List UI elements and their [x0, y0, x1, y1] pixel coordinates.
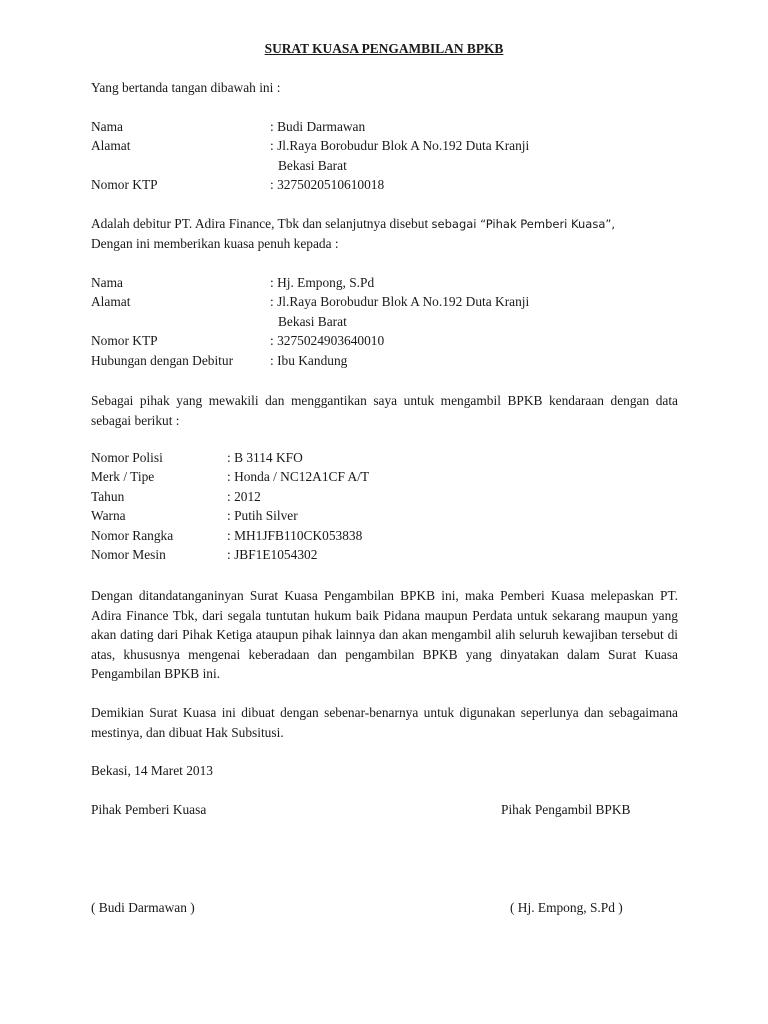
field-value: : 2012 — [227, 489, 261, 504]
field-value: : JBF1E1054302 — [227, 547, 318, 562]
field-value: : B 3114 KFO — [227, 450, 303, 465]
representation-paragraph: Sebagai pihak yang mewakili dan menggantikan saya untuk mengambil BPKB kendaraan dengan data sebagai berikut : — [91, 393, 678, 428]
field-label: Merk / Tipe — [91, 469, 155, 484]
field-value: : Hj. Empong, S.Pd — [270, 275, 375, 290]
debtor-statement-part2: sebagai “Pihak Pemberi Kuasa”, — [431, 217, 615, 231]
field-label: Hubungan dengan Debitur — [91, 353, 234, 368]
field-value: : Honda / NC12A1CF A/T — [227, 469, 370, 484]
grant-statement: Dengan ini memberikan kuasa penuh kepada : — [91, 236, 339, 251]
field-label: Tahun — [91, 489, 125, 504]
grantee-signature-role: Pihak Pengambil BPKB — [501, 802, 631, 817]
field-value: : Budi Darmawan — [270, 119, 366, 134]
field-label: Nama — [91, 119, 123, 134]
field-label: Alamat — [91, 294, 131, 309]
debtor-statement-part1: Adalah debitur PT. Adira Finance, Tbk dan selanjutnya disebut — [91, 216, 429, 231]
grantee-signature-name: ( Hj. Empong, S.Pd ) — [510, 900, 623, 915]
closing-paragraph: Demikian Surat Kuasa ini dibuat dengan sebenar-benarnya untuk digunakan seperlunya dan sebagaimana mestinya, dan dibuat Hak Subsitusi. — [91, 705, 678, 740]
release-paragraph: Dengan ditandatanganinyan Surat Kuasa Pengambilan BPKB ini, maka Pemberi Kuasa melepaskan PT. Adira Finance Tbk, dari segala tuntutan hukum baik Pidana maupun Perdata untuk sekarang maupun yang akan dating dari Pihak Ketiga ataupun pihak lainnya dan akan mengambil alih seluruh kewajiban tersebut di atas, khususnya mengenai keberadaan dan pengambilan BPKB yang dinyatakan dalam Surat Kuasa Pengambilan BPKB ini. — [91, 588, 678, 682]
place-date: Bekasi, 14 Maret 2013 — [91, 763, 213, 778]
field-value: : 3275024903640010 — [270, 333, 385, 348]
field-label: Nomor KTP — [91, 177, 158, 192]
field-label: Nama — [91, 275, 123, 290]
field-label: Nomor Rangka — [91, 528, 174, 543]
field-label: Warna — [91, 508, 126, 523]
field-label: Alamat — [91, 138, 131, 153]
field-label: Nomor Polisi — [91, 450, 163, 465]
field-value: Bekasi Barat — [278, 314, 347, 329]
document-title: SURAT KUASA PENGAMBILAN BPKB — [264, 41, 504, 56]
debtor-statement — [91, 216, 615, 232]
grantor-signature-role: Pihak Pemberi Kuasa — [91, 802, 207, 817]
field-value: : Ibu Kandung — [270, 353, 348, 368]
field-label: Nomor Mesin — [91, 547, 166, 562]
field-value: : 3275020510610018 — [270, 177, 385, 192]
field-value: : Jl.Raya Borobudur Blok A No.192 Duta Kranji — [270, 294, 530, 309]
field-value: Bekasi Barat — [278, 158, 347, 173]
field-label: Nomor KTP — [91, 333, 158, 348]
intro-text: Yang bertanda tangan dibawah ini : — [91, 80, 281, 95]
field-value: : Putih Silver — [227, 508, 298, 523]
grantor-signature-name: ( Budi Darmawan ) — [91, 900, 195, 915]
field-value: : MH1JFB110CK053838 — [227, 528, 363, 543]
field-value: : Jl.Raya Borobudur Blok A No.192 Duta Kranji — [270, 138, 530, 153]
